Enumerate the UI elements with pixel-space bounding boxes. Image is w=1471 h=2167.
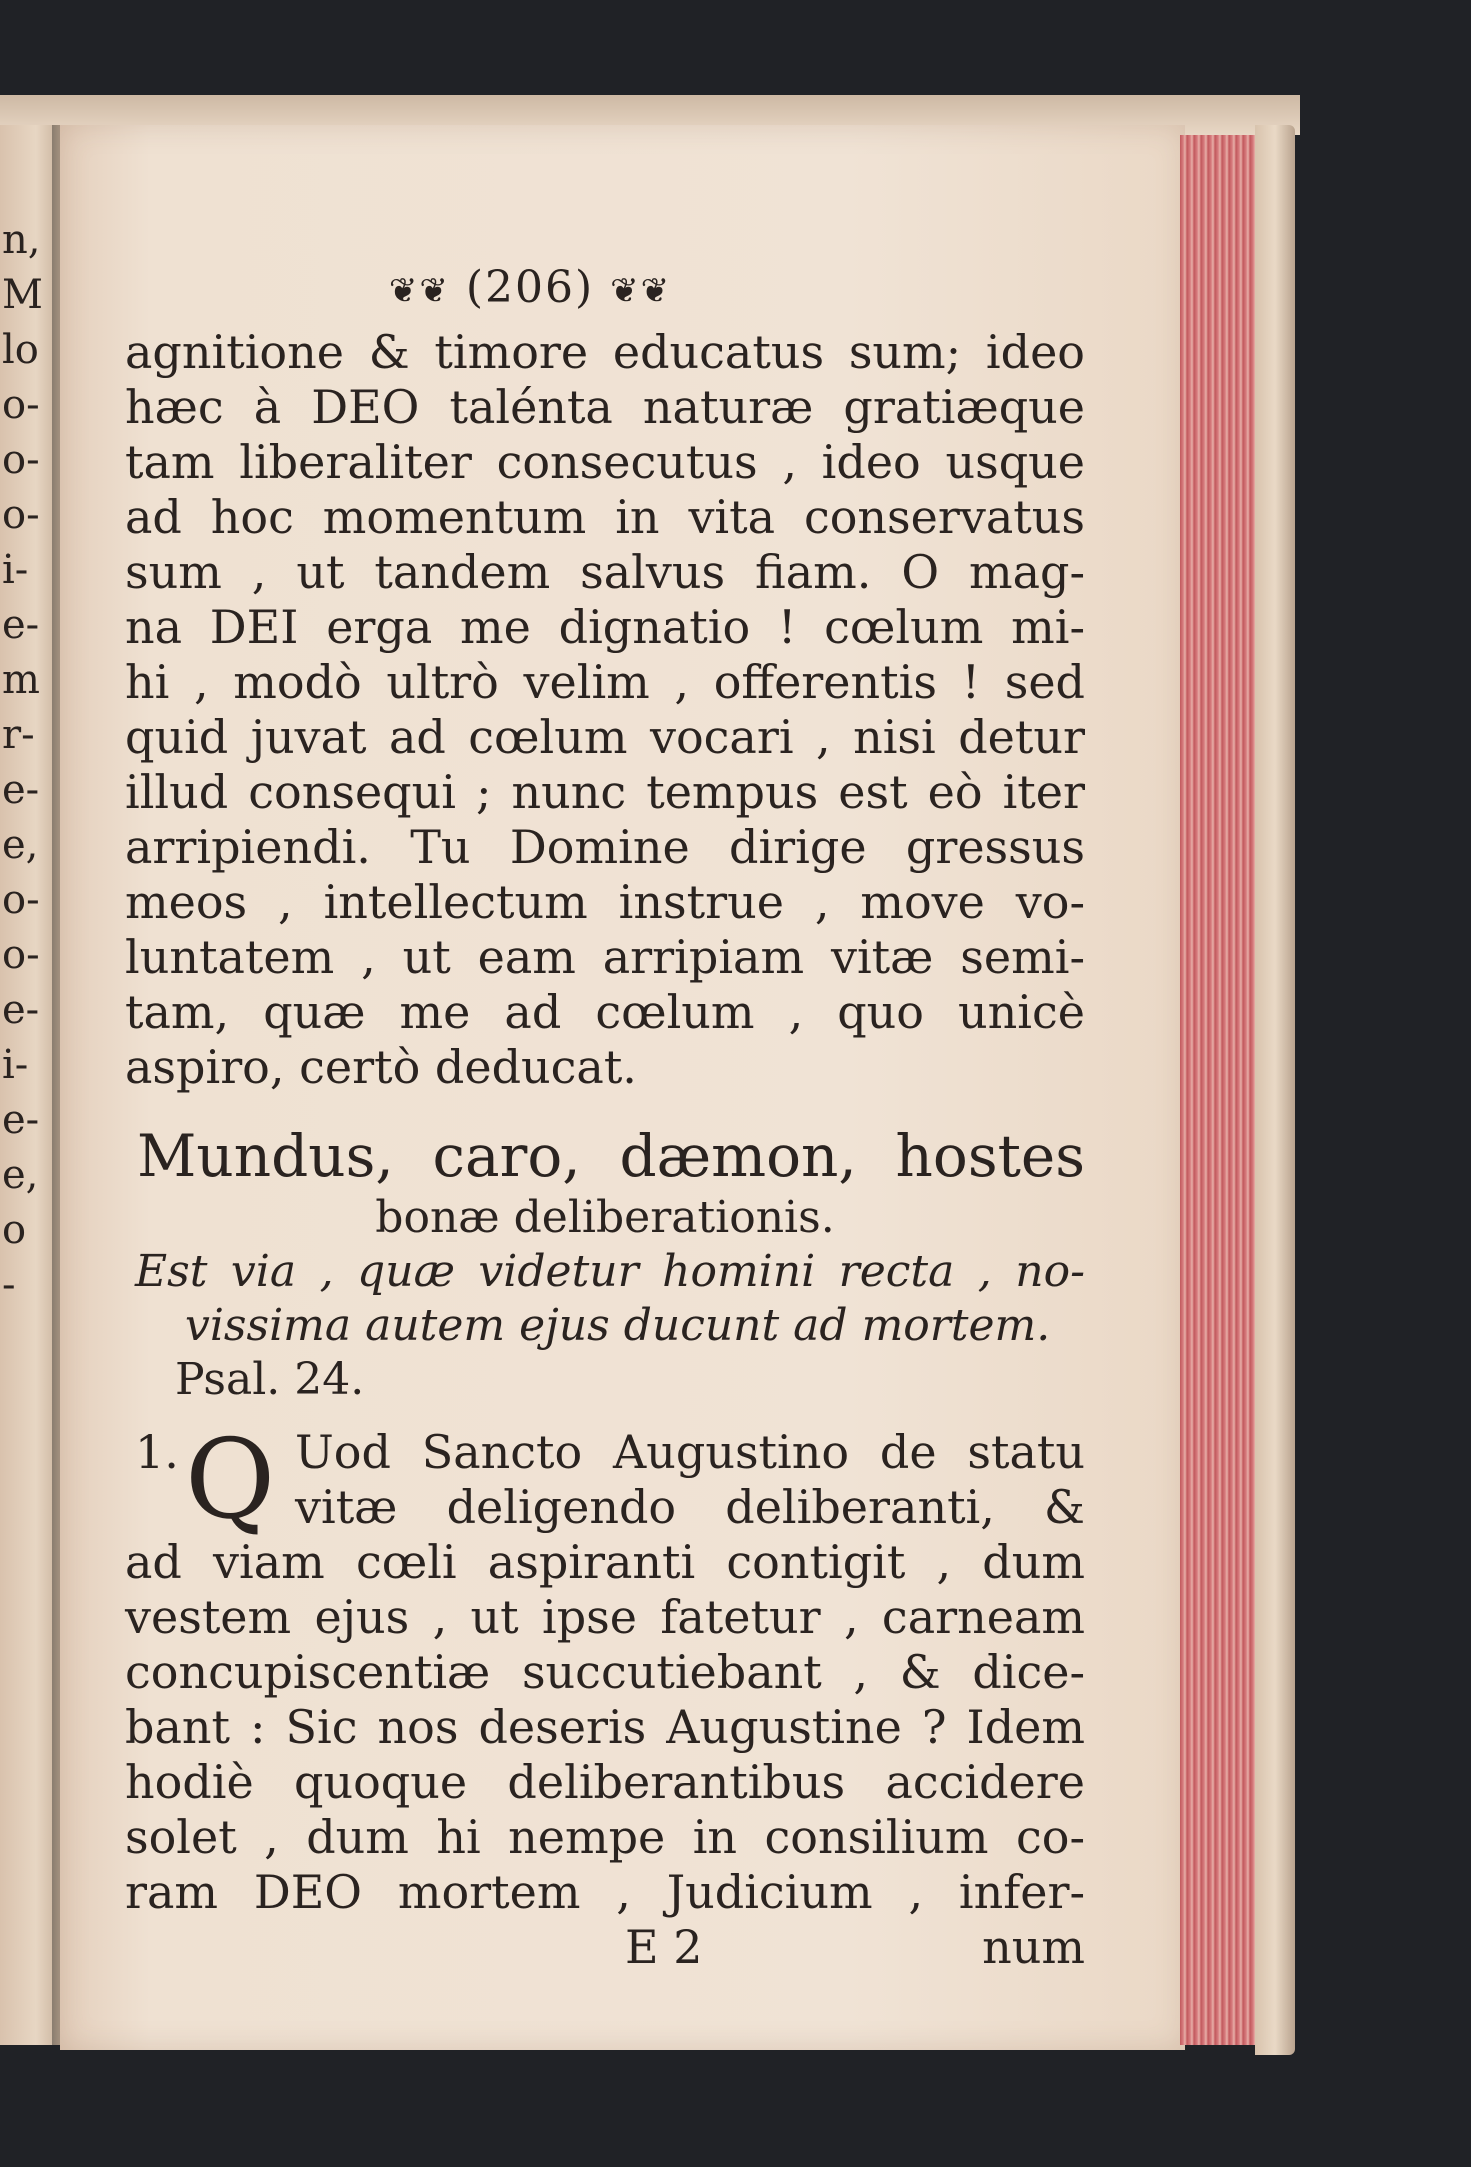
book-board-edge bbox=[1255, 125, 1295, 2055]
text-line: tam liberaliter consecutus , ideo usque bbox=[125, 435, 1085, 489]
text-line: agnitione & timore educatus sum; ideo bbox=[125, 325, 1085, 379]
text-line: illud consequi ; nunc tempus est eò iter bbox=[125, 765, 1085, 819]
previous-page-fragment: o- bbox=[2, 932, 40, 978]
previous-page-fragment: i- bbox=[2, 547, 29, 593]
paragraph-number: 1. bbox=[135, 1425, 179, 1479]
page-edges-red bbox=[1180, 135, 1260, 2045]
previous-page-fragment: i- bbox=[2, 1042, 29, 1088]
text-line: bant : Sic nos deseris Augustine ? Idem bbox=[125, 1700, 1085, 1754]
book bbox=[0, 95, 1300, 2075]
text-line: ad hoc momentum in vita conservatus bbox=[125, 490, 1085, 544]
text-line: vitæ deligendo deliberanti, & bbox=[295, 1480, 1085, 1534]
signature-mark: E 2 bbox=[625, 1920, 703, 1974]
previous-page-fragment: e- bbox=[2, 767, 40, 813]
text-line: luntatem , ut eam arripiam vitæ semi- bbox=[125, 930, 1085, 984]
page-text bbox=[125, 260, 1085, 1975]
drop-cap: Q bbox=[185, 1415, 276, 1543]
page-footer bbox=[125, 1920, 1085, 1975]
text-line: hæc à DEO talénta naturæ gratiæque bbox=[125, 380, 1085, 434]
text-line: ram DEO mortem , Judicium , infer- bbox=[125, 1865, 1085, 1919]
catchword: num bbox=[982, 1920, 1085, 1974]
previous-page-fragment: e, bbox=[2, 1152, 39, 1198]
section-subheading: bonæ deliberationis. bbox=[375, 1192, 835, 1243]
page-header bbox=[0, 260, 1085, 319]
previous-page-fragment: M bbox=[2, 272, 43, 318]
previous-page-edge bbox=[0, 125, 60, 2045]
page-number: (206) bbox=[465, 262, 595, 313]
previous-page-fragment: o- bbox=[2, 877, 40, 923]
previous-page-fragment: e, bbox=[2, 822, 39, 868]
previous-page-fragment: o- bbox=[2, 382, 40, 428]
text-line: na DEI erga me dignatio ! cœlum mi- bbox=[125, 600, 1085, 654]
text-line: quid juvat ad cœlum vocari , nisi detur bbox=[125, 710, 1085, 764]
text-line: sum , ut tandem salvus fiam. O mag- bbox=[125, 545, 1085, 599]
section-heading: Mundus, caro, dæmon, hostes bbox=[137, 1122, 1085, 1190]
scripture-line: vissima autem ejus ducunt ad mortem. bbox=[185, 1300, 1051, 1351]
previous-page-fragment: o- bbox=[2, 492, 40, 538]
text-line: tam, quæ me ad cœlum , quo unicè bbox=[125, 985, 1085, 1039]
page bbox=[60, 125, 1185, 2050]
text-line: concupiscentiæ succutiebant , & dice- bbox=[125, 1645, 1085, 1699]
ornament-left: ❦❦ bbox=[388, 271, 450, 311]
opening-paragraph bbox=[125, 325, 1085, 1095]
psalm-reference: Psal. 24. bbox=[175, 1354, 365, 1405]
previous-page-fragment: n, bbox=[2, 217, 41, 263]
scripture-quote bbox=[125, 1245, 1085, 1353]
scripture-line: Est via , quæ videtur homini recta , no- bbox=[135, 1246, 1085, 1297]
text-line: hodiè quoque deliberantibus accidere bbox=[125, 1755, 1085, 1809]
previous-page-fragment: o bbox=[2, 1207, 27, 1253]
ornament-right: ❦❦ bbox=[610, 271, 672, 311]
text-line: ad viam cœli aspiranti contigit , dum bbox=[125, 1535, 1085, 1589]
previous-page-fragment: r- bbox=[2, 712, 35, 758]
text-line: vestem ejus , ut ipse fatetur , carneam bbox=[125, 1590, 1085, 1644]
previous-page-fragment: o- bbox=[2, 437, 40, 483]
paragraph-1 bbox=[125, 1415, 1085, 1920]
text-line: hi , modò ultrò velim , offerentis ! sed bbox=[125, 655, 1085, 709]
text-line: solet , dum hi nempe in consilium co- bbox=[125, 1810, 1085, 1864]
text-line: aspiro, certò deducat. bbox=[125, 1040, 637, 1094]
previous-page-fragment: lo bbox=[2, 327, 39, 373]
previous-page-fragment: e- bbox=[2, 987, 40, 1033]
previous-page-fragment: m bbox=[2, 657, 40, 703]
paragraph-lines bbox=[125, 1535, 1085, 1920]
previous-page-fragment: e- bbox=[2, 1097, 40, 1143]
text-line: Uod Sancto Augustino de statu bbox=[295, 1425, 1085, 1479]
previous-page-fragment: e- bbox=[2, 602, 40, 648]
text-line: arripiendi. Tu Domine dirige gressus bbox=[125, 820, 1085, 874]
text-line: meos , intellectum instrue , move vo- bbox=[125, 875, 1085, 929]
previous-page-fragment: - bbox=[2, 1262, 16, 1308]
